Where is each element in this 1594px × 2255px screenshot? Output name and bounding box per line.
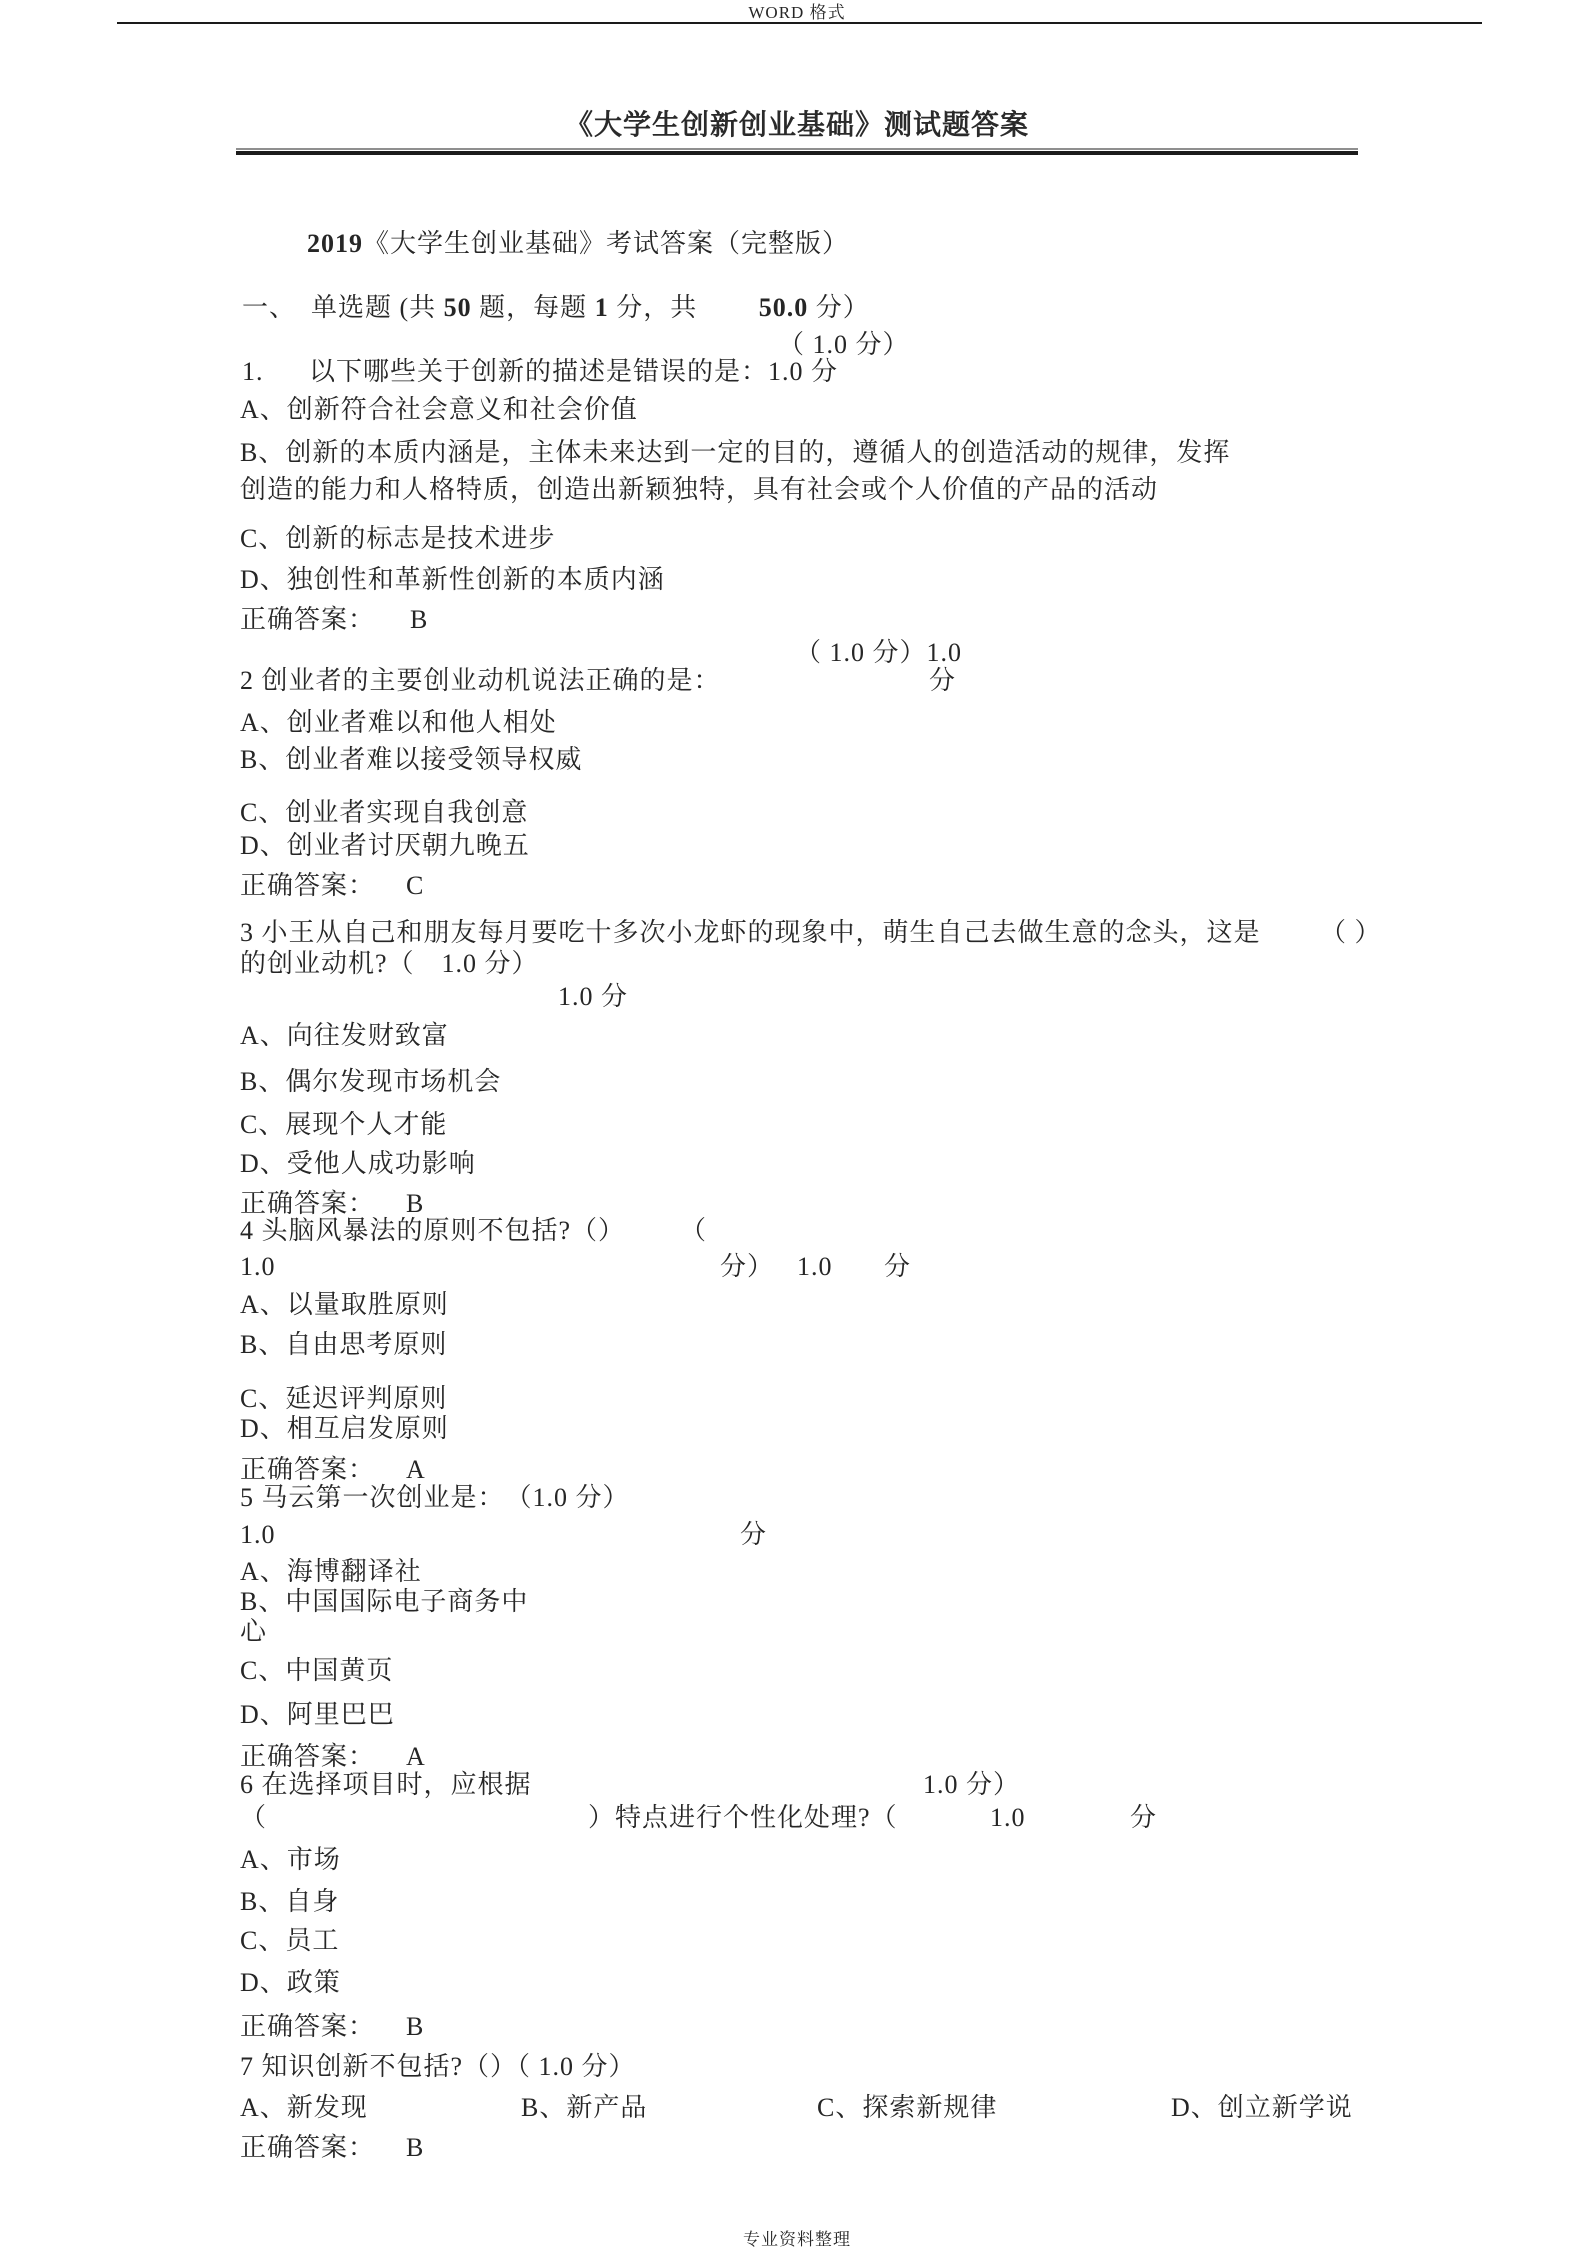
q4-option-d: D、相互启发原则 [240,1414,449,1443]
q2-option-a: A、创业者难以和他人相处 [240,708,557,737]
q7-option-d: D、创立新学说 [1171,2093,1353,2122]
q6-answer-value: B [406,2012,425,2041]
q6-option-d: D、政策 [240,1968,341,1997]
page-footer: 专业资料整理 [743,2230,851,2249]
q5-score-part-2: 分 [740,1520,768,1549]
q6-line2-part-4: 分 [1130,1803,1158,1832]
q1-option-c: C、创新的标志是技术进步 [240,524,556,553]
title-rule-bottom [236,151,1358,155]
q5-answer-value: A [406,1742,426,1771]
q7-option-b: B、新产品 [521,2093,648,2122]
q5-option-b-wrap: 心 [240,1617,268,1646]
q1-option-d: D、独创性和革新性创新的本质内涵 [240,565,665,594]
q4-stem: 4 头脑风暴法的原则不包括?（） [240,1216,626,1245]
q4-score-part-2: 分） [720,1252,775,1281]
q4-option-a: A、以量取胜原则 [240,1290,449,1319]
q5-score-part-1: 1.0 [240,1520,276,1549]
q1-option-a: A、创新符合社会意义和社会价值 [240,395,638,424]
q2-score-note: （ 1.0 分）1.0 [795,638,963,667]
q3-paren: （ ） [1320,918,1382,947]
q6-option-a: A、市场 [240,1845,341,1874]
q3-stem-line2: 的创业动机?（ 1.0 分） [240,949,539,978]
q6-line2-part-3: 1.0 [990,1803,1026,1832]
q5-stem: 5 马云第一次创业是： （1.0 分） [240,1483,630,1512]
q2-answer-value: C [406,871,425,900]
q4-score-part-1: 1.0 [240,1252,276,1281]
header-rule [117,22,1482,24]
q5-option-b: B、中国国际电子商务中 [240,1587,529,1616]
q3-option-d: D、受他人成功影响 [240,1149,476,1178]
q7-option-a: A、新发现 [240,2093,368,2122]
q6-option-c: C、员工 [240,1926,340,1955]
q6-score-tail: 1.0 分） [923,1770,1021,1799]
title-rule-top [236,148,1358,150]
q4-option-b: B、自由思考原则 [240,1330,448,1359]
q2-option-d: D、创业者讨厌朝九晚五 [240,831,530,860]
q6-stem: 6 在选择项目时，应根据 [240,1770,532,1799]
q3-option-b: B、偶尔发现市场机会 [240,1067,502,1096]
word-format-label: WORD 格式 [748,3,846,22]
q7-answer-value: B [406,2133,425,2162]
q3-stem: 3 小王从自己和朋友每月要吃十多次小龙虾的现象中，萌生自己去做生意的念头，这是 [240,918,1261,947]
q1-option-b: B、创新的本质内涵是，主体未来达到一定的目的，遵循人的创造活动的规律，发挥 [240,438,1231,467]
q1-answer-label: 正确答案： [240,605,376,634]
q1-number: 1. [242,357,264,386]
q4-answer-label: 正确答案： [240,1455,376,1484]
q5-option-c: C、中国黄页 [240,1656,394,1685]
q4-option-c: C、延迟评判原则 [240,1384,448,1413]
q2-stem: 2 创业者的主要创业动机说法正确的是： [240,666,721,695]
q2-option-b: B、创业者难以接受领导权威 [240,745,583,774]
q4-score-part-3: 1.0 [797,1252,833,1281]
section-heading: 单选题 (共 50 题，每题 1 分，共 50.0 分） [311,293,870,322]
section-number: 一、 [242,293,297,322]
q3-answer-label: 正确答案： [240,1189,376,1218]
q6-line2-part-2: ）特点进行个性化处理?（ [588,1803,898,1832]
q6-line2-part-1: （ [240,1803,268,1832]
q2-score-tail: 分 [929,666,957,695]
q2-option-c: C、创业者实现自我创意 [240,798,529,827]
q5-option-a: A、海博翻译社 [240,1557,422,1586]
q7-option-c: C、探索新规律 [817,2093,998,2122]
q7-stem: 7 知识创新不包括?（）（ 1.0 分） [240,2052,636,2081]
q6-option-b: B、自身 [240,1887,340,1916]
q3-option-c: C、展现个人才能 [240,1110,448,1139]
q4-paren: （ [680,1216,708,1245]
q3-option-a: A、向往发财致富 [240,1021,449,1050]
q1-answer-value: B [410,605,429,634]
q3-answer-value: B [406,1189,425,1218]
q1-stem: 以下哪些关于创新的描述是错误的是：1.0 分 [309,357,839,386]
q2-answer-label: 正确答案： [240,871,376,900]
q5-answer-label: 正确答案： [240,1742,376,1771]
q3-score-note: 1.0 分 [558,982,629,1011]
q4-answer-value: A [406,1455,426,1484]
q7-answer-label: 正确答案： [240,2133,376,2162]
q1-option-b-wrap: 创造的能力和人格特质，创造出新颖独特，具有社会或个人价值的产品的活动 [240,475,1159,504]
section-score-note: （ 1.0 分） [778,330,910,359]
q4-score-part-4: 分 [884,1252,912,1281]
document-subtitle: 2019《大学生创业基础》考试答案（完整版） [307,229,850,258]
document-title: 《大学生创新创业基础》测试题答案 [564,110,1029,141]
q6-answer-label: 正确答案： [240,2012,376,2041]
q5-option-d: D、阿里巴巴 [240,1700,395,1729]
